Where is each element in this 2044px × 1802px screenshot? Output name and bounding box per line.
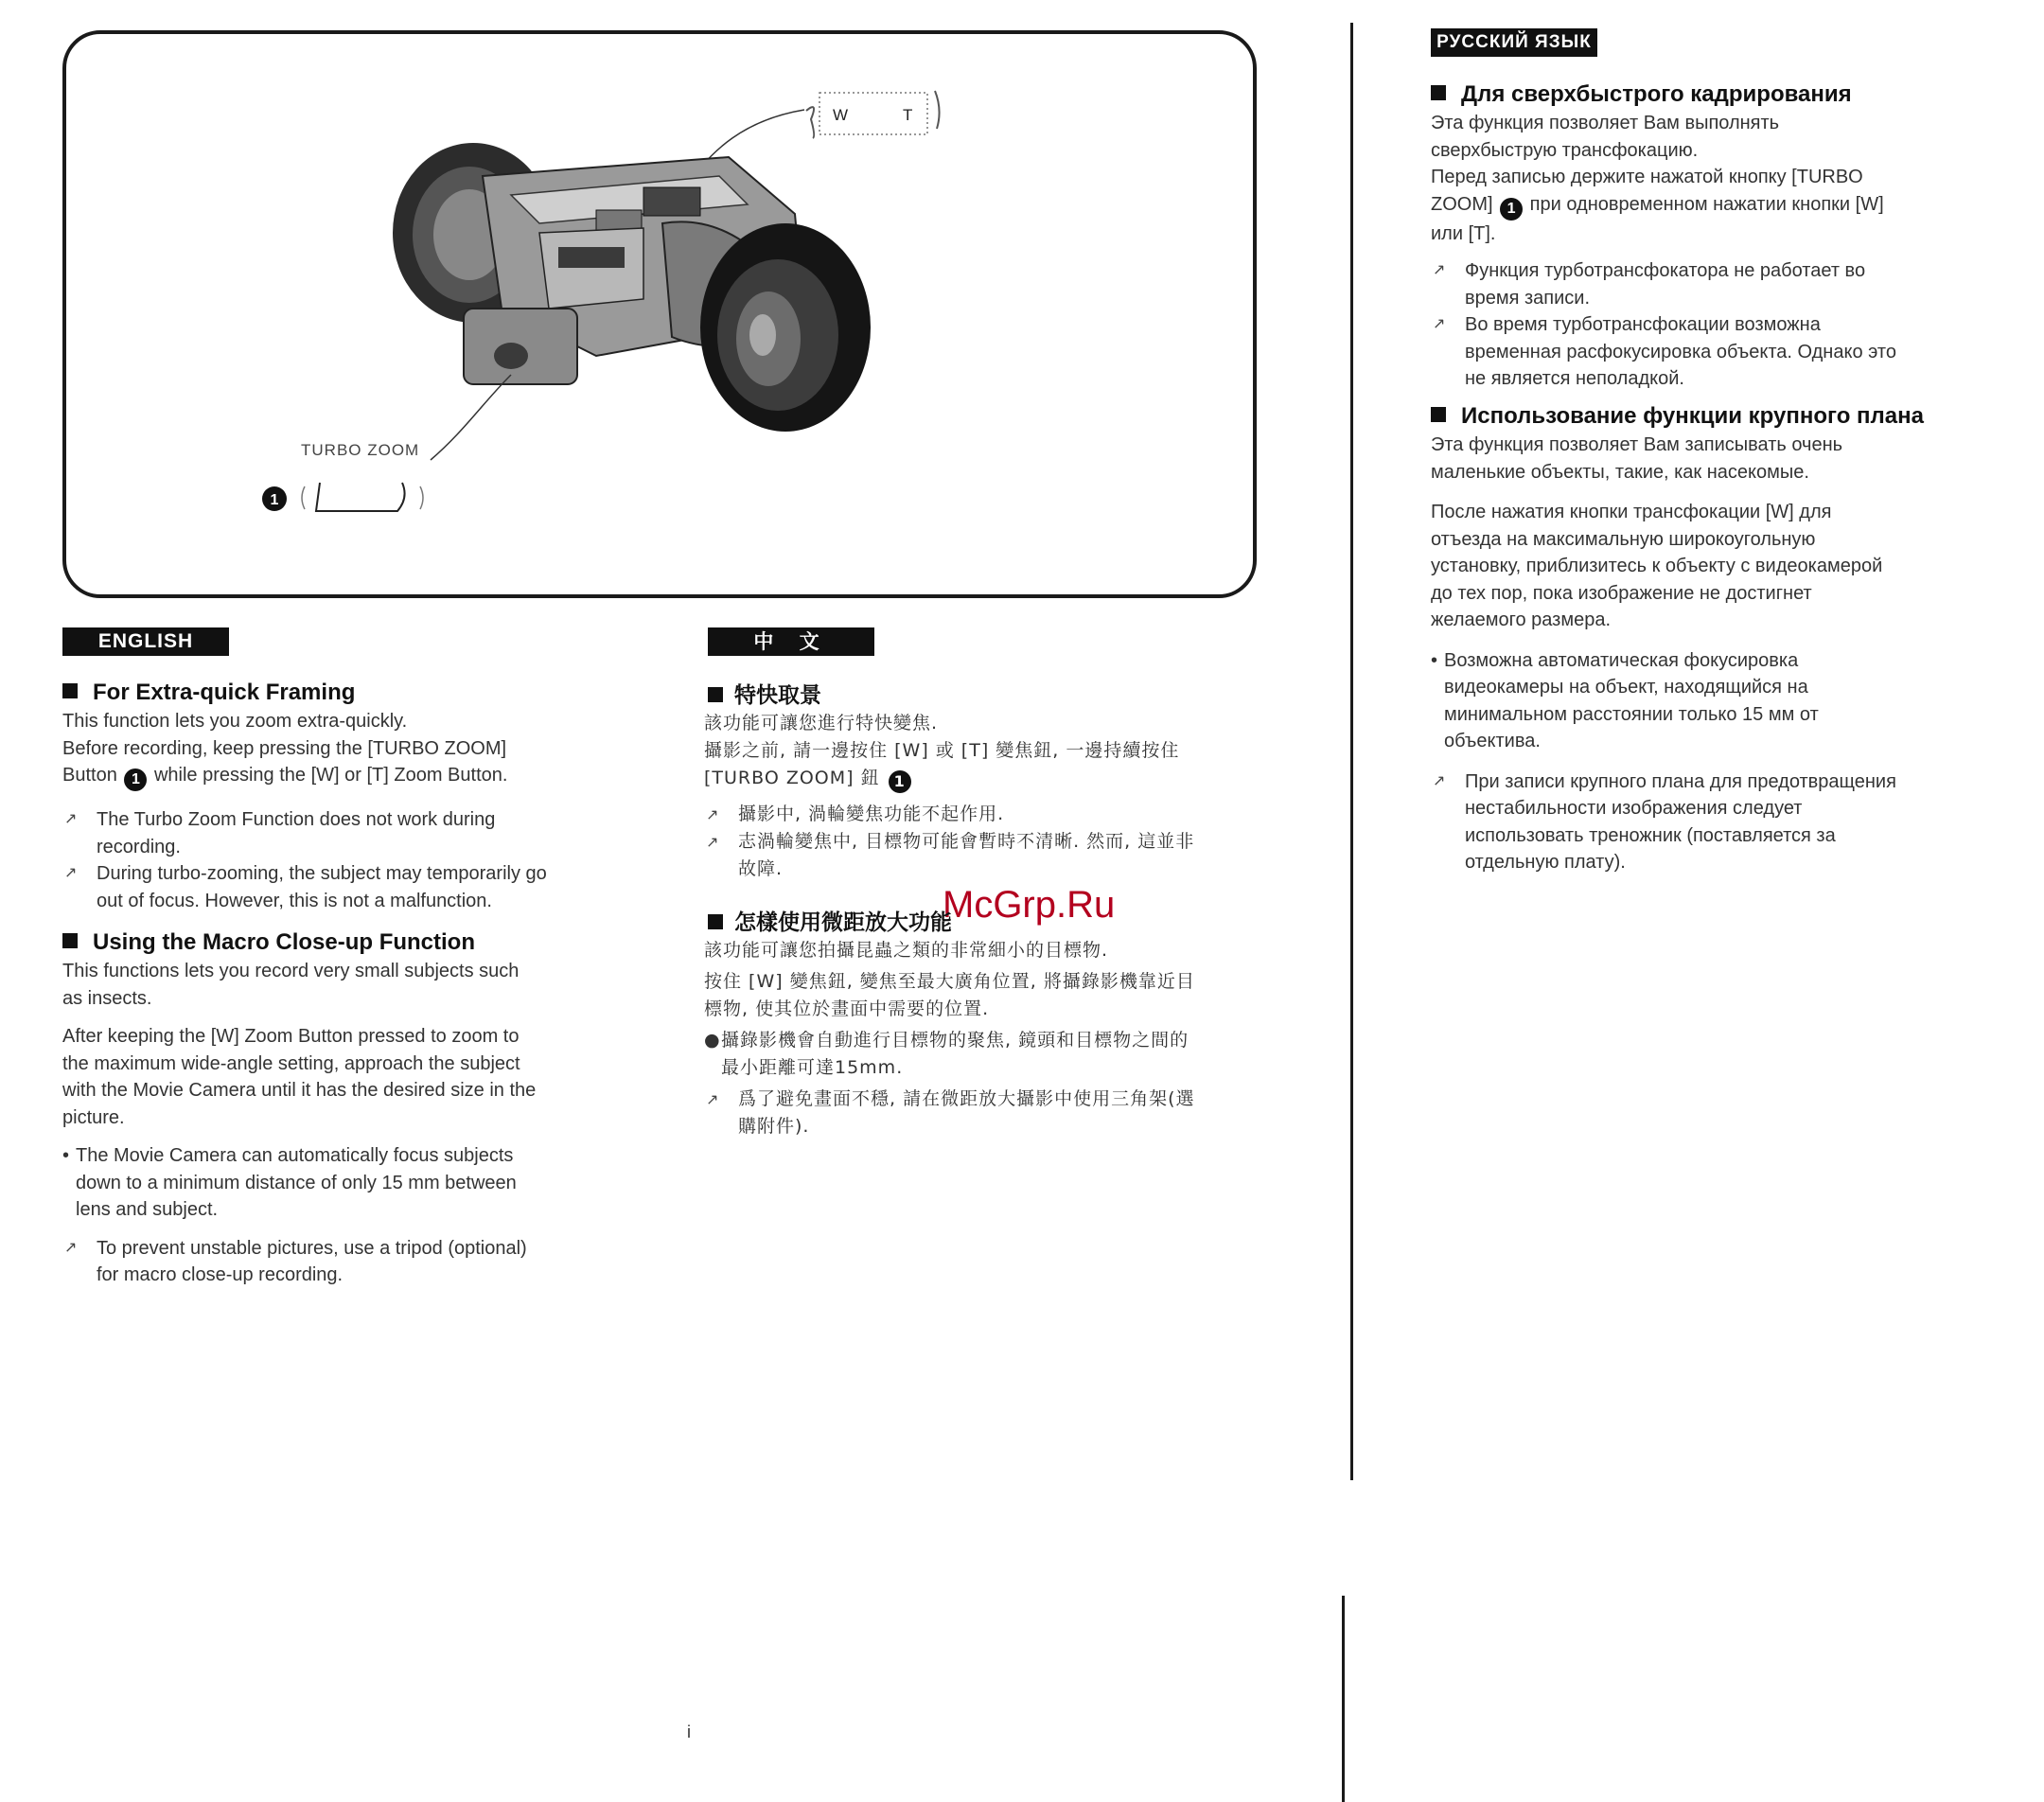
- number-one-icon: 1: [1500, 198, 1523, 221]
- heading-bullet: [708, 914, 723, 929]
- note-arrow-icon: ↗: [706, 1090, 720, 1108]
- chinese-heading-1: 特快取景: [708, 678, 821, 709]
- note-item: ↗ Во время турботрансфокации возможна временная расфокусировка объекта. Однако это не является неполадкой.: [1431, 311, 1999, 393]
- wt-label-w: W: [833, 106, 849, 124]
- english-section-1-body: This function lets you zoom extra-quickly. Before recording, keep pressing the [TURBO ZOOM] Button 1 while pressing the [W] or [T] Zoom Button.: [62, 708, 640, 791]
- note-item: ↗ To prevent unstable pictures, use a tripod (optional) for macro close-up recording.: [62, 1235, 640, 1289]
- russian-section-1-body: Эта функция позволяет Вам выполнять сверхбыструю трансфокацию. Перед записью держите нажатой кнопку [TURBO ZOOM] 1 при одновременном нажатии кнопки [W] или [T].: [1431, 113, 1884, 244]
- callout-number: 1: [270, 492, 279, 508]
- wt-label-t: T: [903, 106, 913, 124]
- camera-illustration: [66, 34, 1253, 594]
- note-arrow-icon: ↗: [706, 805, 720, 823]
- bullet-item: ● 攝錄影機會自動進行目標物的聚焦, 鏡頭和目標物之間的 最小距離可達15mm.: [704, 1030, 1189, 1078]
- column-divider-lower: [1342, 1596, 1345, 1802]
- note-item: ↗ При записи крупного плана для предотвращения нестабильности изображения следует использовать треножник (поставляется за отдельную плату).: [1431, 768, 2008, 876]
- russian-tag: РУССКИЙ ЯЗЫК: [1431, 28, 1597, 57]
- note-item: ↗ 攝影中, 渦輪變焦功能不起作用.: [704, 801, 1262, 828]
- english-heading-1: For Extra-quick Framing: [62, 680, 355, 706]
- russian-notes-1: [1431, 257, 1999, 393]
- russian-section-2-body: Эта функция позволяет Вам записывать очень маленькие объекты, такие, как насекомые. После нажатия кнопки трансфокации [W] для отъезда на максимальную широкоугольную установку, приблизитесь к объекту с видеокамерой до тех пор, пока изображение не достигнет желаемого размера. • Возможна автоматическая фокусировка видеокамеры на объект, находящийся на минимальном расстоянии только 15 мм от объектива. ↗ При записи крупного плана для предотвращения нестабильности изображения следует использовать треножник (поставляется за отдельную плату).: [1431, 432, 2008, 876]
- bullet-item: • Возможна автоматическая фокусировка видеокамеры на объект, находящийся на минимальном расстоянии только 15 мм от объектива.: [1431, 649, 1819, 751]
- english-heading-2: Using the Macro Close-up Function: [62, 929, 475, 956]
- note-arrow-icon: ↗: [1433, 262, 1446, 278]
- note-arrow-icon: ↗: [1433, 772, 1446, 789]
- chinese-tag: 中 文: [708, 627, 874, 656]
- bullet-item: • The Movie Camera can automatically focus subjects down to a minimum distance of only 15 mm between lens and subject.: [62, 1145, 517, 1220]
- note-item: ↗ The Turbo Zoom Function does not work during recording.: [62, 806, 640, 860]
- heading-bullet: [1431, 85, 1446, 100]
- chinese-heading-2: 怎樣使用微距放大功能: [708, 905, 952, 936]
- chinese-notes-1: [704, 801, 1262, 883]
- page-number: i: [687, 1722, 691, 1741]
- note-arrow-icon: ↗: [64, 811, 78, 827]
- note-item: ↗ Функция турботрансфокатора не работает во время записи.: [1431, 257, 1999, 311]
- note-arrow-icon: ↗: [706, 833, 720, 851]
- number-one-icon: 1: [124, 768, 147, 791]
- number-one-icon: 1: [889, 770, 911, 793]
- note-arrow-icon: ↗: [64, 1239, 78, 1256]
- note-item: ↗ 爲了避免畫面不穩, 請在微距放大攝影中使用三角架(選 購附件).: [704, 1086, 1262, 1140]
- russian-heading-1: Для сверхбыстрого кадрирования: [1431, 81, 1852, 108]
- note-arrow-icon: ↗: [1433, 316, 1446, 332]
- column-divider-upper: [1350, 23, 1353, 1480]
- chinese-section-2-body: 該功能可讓您拍攝昆蟲之類的非常細小的目標物. 按住 [W] 變焦鈕, 變焦至最大廣角位置, 將攝錄影機靠近目 標物, 使其位於畫面中需要的位置. ● 攝錄影機會自動進行目標物的聚焦, 鏡頭和目標物之間的 最小距離可達15mm. ↗ 爲了避免畫面不穩, 請在微距放大攝影中使用三角架(選 購附件).: [704, 937, 1262, 1140]
- note-item: ↗ During turbo-zooming, the subject may temporarily go out of focus. However, this is not a malfunction.: [62, 860, 640, 914]
- heading-bullet: [62, 683, 78, 698]
- english-section-2-body: This functions lets you record very small subjects such as insects. After keeping the [W] Zoom Button pressed to zoom to the maximum wide-angle setting, approach the subject with the Movie Camera until it has the desired size in the picture. • The Movie Camera can automatically focus subjects down to a minimum distance of only 15 mm between lens and subject. ↗ To prevent unstable pictures, use a tripod (optional) for macro close-up recording.: [62, 958, 640, 1289]
- russian-heading-2: Использование функции крупного плана: [1431, 403, 1924, 430]
- watermark: McGrp.Ru: [943, 884, 1116, 926]
- turbo-zoom-label: TURBO ZOOM: [301, 441, 420, 459]
- english-tag: ENGLISH: [62, 627, 229, 656]
- heading-bullet: [1431, 407, 1446, 422]
- chinese-section-1-body: 該功能可讓您進行特快變焦. 攝影之前, 請一邊按住 [W] 或 [T] 變焦鈕, 一邊持續按住 [TURBO ZOOM] 鈕 1: [704, 710, 1262, 793]
- note-item: ↗ 志渦輪變焦中, 目標物可能會暫時不清晰. 然而, 這並非 故障.: [704, 828, 1262, 883]
- english-notes-1: [62, 806, 640, 914]
- heading-bullet: [62, 933, 78, 948]
- heading-bullet: [708, 687, 723, 702]
- camera-body: [393, 143, 871, 432]
- note-arrow-icon: ↗: [64, 865, 78, 881]
- turbo-zoom-callout: [262, 375, 511, 511]
